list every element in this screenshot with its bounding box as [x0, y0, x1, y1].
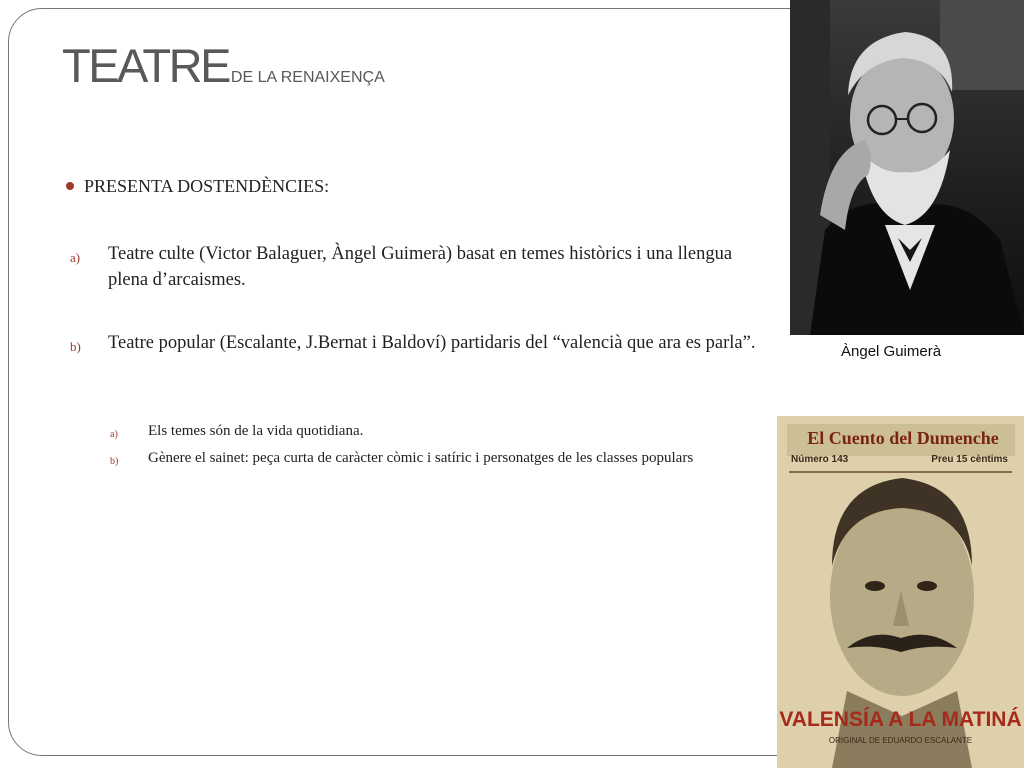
list-item — [70, 241, 775, 293]
main-bullet — [66, 176, 329, 197]
book-cover-image — [777, 416, 1024, 768]
title-sub: DE LA RENAIXENÇA — [230, 69, 385, 86]
list-item — [70, 330, 775, 356]
sub-list-item — [110, 448, 740, 468]
portrait-photo — [790, 0, 1024, 335]
main-bullet-text: PRESENTA DOSTENDÈNCIES: — [84, 176, 330, 196]
cover-number: Número 143 — [791, 454, 849, 465]
sub-list-item-text: Els temes són de la vida quotidiana. — [148, 423, 364, 439]
list-item-text: Teatre popular (Escalante, J.Bernat i Baldoví) partidaris del “valencià que ara es parla”. — [108, 333, 756, 353]
title-main: TEATRE — [62, 39, 229, 92]
list-item-text: Teatre culte (Victor Balaguer, Àngel Guimerà) basat en temes històrics i una llengua plena d’arcaismes. — [108, 244, 733, 290]
sub-list-marker: a) — [110, 429, 118, 440]
sub-list-item-text: Gènere el sainet: peça curta de caràcter còmic i satíric i personatges de les classes populars — [148, 450, 694, 466]
portrait-illustration — [790, 0, 1024, 335]
cover-price: Preu 15 cèntims — [931, 454, 1008, 465]
list-marker: a) — [70, 250, 81, 265]
cover-title: VALENSÍA A LA MATINÁ — [779, 708, 1022, 731]
cover-author: ORIGINAL DE EDUARDO ESCALANTE — [828, 736, 973, 745]
portrait-caption: Àngel Guimerà — [841, 343, 942, 360]
cover-header: El Cuento del Dumenche — [807, 428, 999, 448]
sub-list-marker: b) — [110, 456, 119, 467]
list-marker: b) — [70, 339, 81, 354]
sub-list-item — [110, 421, 740, 441]
bullet-dot-icon — [66, 182, 74, 190]
slide-title — [62, 38, 385, 93]
